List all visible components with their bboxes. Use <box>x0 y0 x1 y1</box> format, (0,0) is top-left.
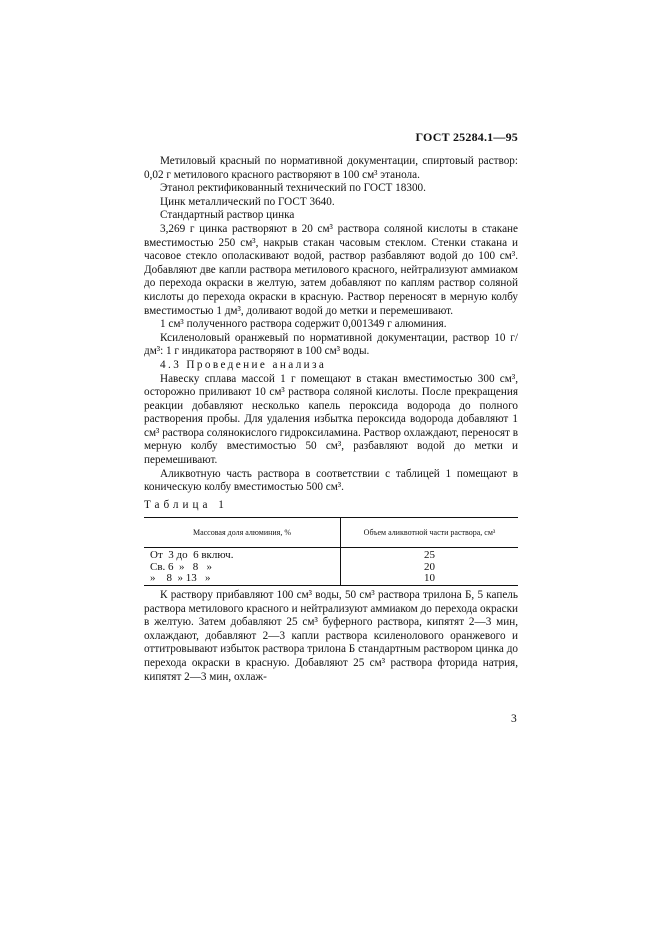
table-header-mass-fraction: Массовая доля алюминия, % <box>144 518 341 548</box>
paragraph: Цинк металлический по ГОСТ 3640. <box>160 195 335 208</box>
paragraph: Стандартный раствор цинка <box>160 209 295 222</box>
document-header: ГОСТ 25284.1—95 <box>415 130 518 144</box>
table-header-aliquot-volume: Объем аликвотной части раствора, см³ <box>341 518 519 548</box>
paragraph: Аликвотную часть раствора в соответствии с таблицей 1 помещают в коническую колбу вместимостью 500 см³. <box>144 467 518 494</box>
table-caption: Таблица 1 <box>144 499 228 511</box>
main-text <box>144 155 518 495</box>
paragraph: Метиловый красный по нормативной документации, спиртовый раствор: 0,02 г метилового красного растворяют в 100 см³ этанола. <box>144 155 518 181</box>
paragraph: Ксиленоловый оранжевый по нормативной документации, раствор 10 г/дм³: 1 г индикатора растворяют в 100 см³ воды. <box>144 331 518 358</box>
paragraph: 1 см³ полученного раствора содержит 0,001349 г алюминия. <box>160 318 447 331</box>
table-cell-ranges <box>144 548 341 586</box>
paragraph: К раствору прибавляют 100 см³ воды, 50 см³ раствора трилона Б, 5 капель раствора метилового красного и нейтрализуют аммиаком до перехода окраски в желтую. Затем добавляют 25 см³ буферного раствора, кипятят 2—3 мин, охлаждают, добавляют 2—3 капли раствора ксиленолового оранжевого и оттитровывают избыток раствора трилона Б стандартным раствором цинка до перехода окраски в красную. Добавляют 25 см³ раствора фторида натрия, кипятят 2—3 мин, охлаж- <box>144 589 518 683</box>
paragraph: 3,269 г цинка растворяют в 20 см³ раствора соляной кислоты в стакане вместимостью 250 см³, накрыв стакан часовым стеклом. Стенки стакана и часовое стекло ополаскивают водой, раствор разбавляют водой до 100 см³. Добавляют две капли раствора метилового красного, нейтрализуют аммиаком до перехода окраски в желтую, затем добавляют по каплям раствор соляной кислоты до перехода окраски в красную. Раствор переносят в мерную колбу вместимостью 1 дм³, доливают водой до метки и перемешивают. <box>144 222 518 317</box>
paragraph: Навеску сплава массой 1 г помещают в стакан вместимостью 300 см³, осторожно приливают 10 см³ раствора соляной кислоты. После прекращения реакции добавляют несколько капель пероксида водорода до полного растворения пробы. Для удаления избытка пероксида водорода добавляют 1 см³ раствора солянокислого гидроксиламина. Раствор охлаждают, переносят в мерную колбу вместимостью 50 см³, разбавляют водой до метки и перемешивают. <box>144 372 518 467</box>
table-row-volume: 20 <box>424 560 435 573</box>
table-row-range: От 3 до 6 включ. <box>150 549 234 561</box>
paragraph: Этанол ректификованный технический по ГОСТ 18300. <box>160 182 426 195</box>
table-row-volume: 25 <box>424 549 435 561</box>
table-row-volume: 10 <box>424 572 435 584</box>
table-cell-volumes <box>341 548 519 586</box>
main-text-continued <box>144 589 518 684</box>
table-row-range: » 8 » 13 » <box>150 572 211 584</box>
aliquot-table <box>144 517 518 586</box>
table-row-range: Св. 6 » 8 » <box>150 560 213 573</box>
section-heading: 4.3 Проведение анализа <box>160 358 327 371</box>
page-number: 3 <box>511 713 517 725</box>
